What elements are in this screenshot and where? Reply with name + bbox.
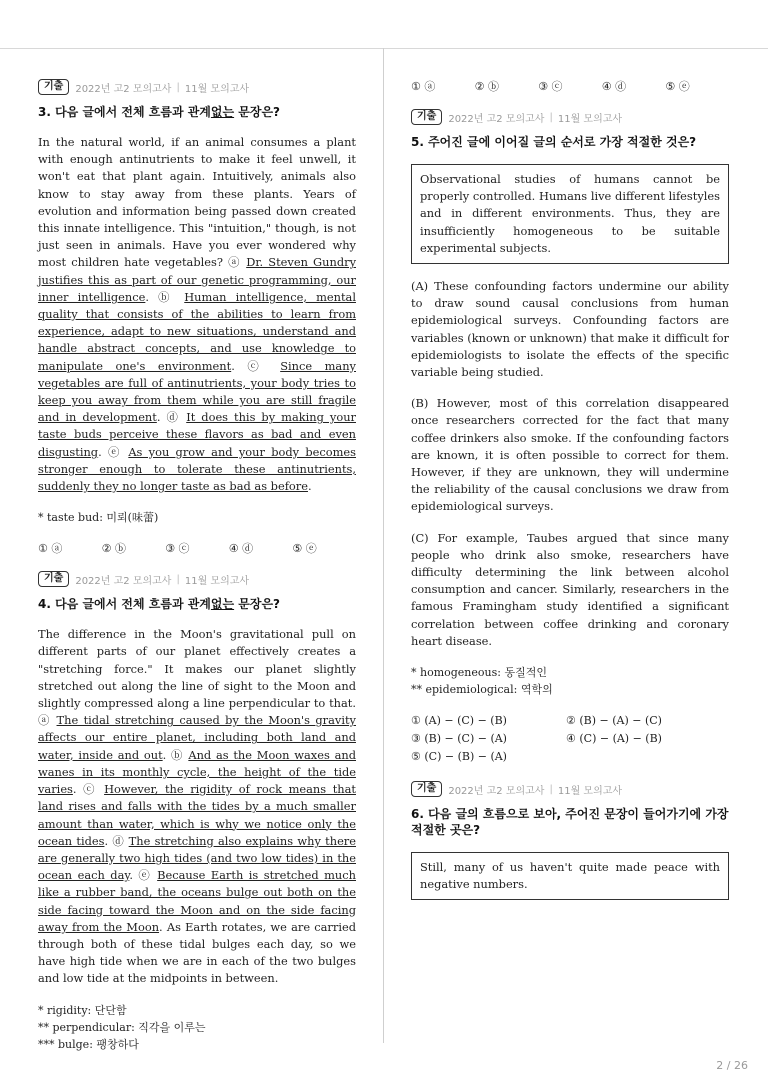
q3-choice-2[interactable]: ② ⓑ — [101, 542, 126, 556]
q3-source-month: 11월 모의고사 — [184, 83, 250, 95]
q5-choice-5[interactable]: ⑤ (C) − (B) − (A) — [411, 750, 507, 764]
q4-choice-3[interactable]: ③ ⓒ — [538, 80, 563, 93]
q5-paragraph-c: (C) For example, Taubes argued that since many people who drink also smoke, researchers have difficulty determining the link between alcohol consumption and cancer. Similarly, researchers in the famous Framingham study identified a significant correlation between coffee drinking and coronary heart disease. — [411, 530, 729, 648]
q5-choice-3[interactable]: ③ (B) − (C) − (A) — [411, 732, 507, 746]
q3-choice-4[interactable]: ④ ⓓ — [228, 542, 254, 556]
q3-passage: In the natural world, if an animal consumes a plant with enough antinutrients to make it feel unwell, it won't eat that plant again. Intuitively, animals also know to stay away from these plants. Years of evolution and information being passed down created this innate intelligence. This "intuition," though, is not just seen in animals. Have you ever wondered why most children hate vegetables? ⓐ Dr. Steven Gundry justifies this as part of our genetic programming, our inner intelligence. ⓑ Human intelligence, mental quality that consists of the abilities to learn from experience, adapt to new situations, understand and handle abstract concepts, and use knowledge to manipulate one's environment. ⓒ Since many vegetables are full of antinutrients, your body tries to keep you away from them while you are still fragile and in development. ⓓ It does this by making your taste buds perceive these flavors as bad and even disgusting. ⓔ As you grow and your body becomes stronger enough to tolerate these antinutrients, suddenly they no longer taste as bad as before. — [38, 135, 356, 494]
q3-sentence-a: Dr. Steven Gundry justifies this as part of our genetic programming, our inner intelligence — [38, 255, 356, 304]
q5-choice-4[interactable]: ④ (C) − (A) − (B) — [566, 732, 662, 746]
q4-choices — [411, 78, 729, 94]
q5-badge: 기출 — [411, 109, 442, 125]
q4-footnote-2: ** perpendicular: 직각을 이루는 — [38, 1020, 206, 1034]
q5-choice-2[interactable]: ② (B) − (A) − (C) — [566, 714, 662, 728]
q5-footnote-1: * homogeneous: 동질적인 — [411, 666, 547, 680]
q4-choice-2[interactable]: ② ⓑ — [474, 80, 499, 93]
separator: | — [176, 573, 180, 585]
q6-source — [411, 780, 729, 798]
q3-sentence-c: Since many vegetables are full of antinutrients, your body tries to keep you away from them while you are still fragile and in development — [38, 358, 356, 425]
q3-source-year: 2022년 고2 모의고사 — [75, 83, 172, 95]
q3-choice-3[interactable]: ③ ⓒ — [165, 542, 190, 556]
q4-footnote-1: * rigidity: 단단함 — [38, 1003, 127, 1017]
q4-choice-4[interactable]: ④ ⓓ — [601, 80, 627, 93]
q3-title: 3. 다음 글에서 전체 흐름과 관계없는 문장은? — [38, 105, 281, 119]
q4-source-month: 11월 모의고사 — [184, 575, 250, 587]
q4-sentence-d: The stretching also explains why there are generally two high tides (and two low tides) in the ocean each day — [38, 833, 356, 883]
q5-paragraph-b: (B) However, most of this correlation disappeared once researchers corrected for the fact that many coffee drinkers also smoke. If the confounding factors are known, it is often possible to correct for them. However, if they are unknown, they will undermine the reliability of the causal conclusions we draw from epidemiological surveys. — [411, 396, 729, 514]
q4-sentence-a: The tidal stretching caused by the Moon's gravity affects our entire planet, including both land and water, inside and out — [38, 713, 356, 762]
q3-sentence-b: Human intelligence, mental quality that consists of the abilities to learn from experience, adapt to new situations, understand and handle abstract concepts, and use knowledge to manipulate one's environment — [38, 289, 356, 373]
q3-choice-5[interactable]: ⑤ ⓔ — [292, 542, 317, 556]
q4-sentence-b: And as the Moon waxes and wanes in its monthly cycle, the height of the tide varies — [38, 747, 356, 797]
right-column — [411, 78, 729, 914]
q4-source-year: 2022년 고2 모의고사 — [75, 575, 172, 587]
q3-sentence-e: As you grow and your body becomes stronger enough to tolerate these antinutrients, suddenly they no longer taste as bad as before — [38, 444, 356, 494]
q4-passage: The difference in the Moon's gravitational pull on different parts of our planet effectively creates a "stretching force." It makes our planet slightly stretched out along the line of sight to the Moon and slightly compressed along a line perpendicular to that. ⓐ The tidal stretching caused by the Moon's gravity affects our entire planet, including both land and water, inside and out. ⓑ And as the Moon waxes and wanes in its monthly cycle, the height of the tide varies. ⓒ However, the rigidity of rock means that land rises and falls with the tides by a much smaller amount than water, which is why we notice only the ocean tides. ⓓ The stretching also explains why there are generally two high tides (and two low tides) in the ocean each day. ⓔ Because Earth is stretched much like a rubber band, the oceans bulge out both on the side facing toward the Moon and on the side facing away from the Moon. As Earth rotates, we are carried through both of these tidal bulges each day, so we have high tide when we are in each of the two bulges and low tide at the midpoints in between. — [38, 627, 356, 986]
q5-given-passage: Observational studies of humans cannot be properly controlled. Humans live different lifestyles and in different environments. Thus, they are insufficiently homogeneous to be suitable experimental subjects. — [411, 164, 729, 264]
q5-source — [411, 108, 729, 126]
q5-title: 5. 주어진 글에 이어질 글의 순서로 가장 적절한 것은? — [411, 135, 697, 149]
q6-badge: 기출 — [411, 781, 442, 797]
q4-footnote-3: *** bulge: 팽창하다 — [38, 1037, 139, 1051]
separator: | — [549, 111, 553, 123]
q6-given-sentence: Still, many of us haven't quite made peace with negative numbers. — [411, 852, 729, 900]
q5-choices — [411, 712, 729, 766]
q5-paragraph-a: (A) These confounding factors undermine our ability to draw sound causal conclusions from human epidemiological surveys. Confounding factors are variables (known or unknown) that make it difficult for epidemiologists to isolate the effects of the specific variable being studied. — [411, 279, 729, 380]
q4-source — [38, 570, 356, 588]
page-number: 2 / 26 — [716, 1059, 748, 1072]
q4-title: 4. 다음 글에서 전체 흐름과 관계없는 문장은? — [38, 597, 281, 612]
q5-choice-1[interactable]: ① (A) − (C) − (B) — [411, 714, 507, 728]
q4-footnotes — [38, 1002, 356, 1053]
q3-badge: 기출 — [38, 79, 69, 95]
q4-badge: 기출 — [38, 571, 69, 587]
q3-footnote: * taste bud: 미뢰(味蕾) — [38, 511, 159, 525]
separator: | — [176, 81, 180, 93]
q4-sentence-c: However, the rigidity of rock means that land rises and falls with the tides by a much smaller amount than water, which is why we notice only the ocean tides — [38, 782, 356, 848]
header-rule — [0, 48, 768, 49]
q4-choice-5[interactable]: ⑤ ⓔ — [665, 80, 690, 93]
q4-choice-1[interactable]: ① ⓐ — [411, 80, 436, 93]
q5-source-month: 11월 모의고사 — [557, 113, 623, 125]
q6-source-year: 2022년 고2 모의고사 — [448, 785, 545, 797]
q6-source-month: 11월 모의고사 — [557, 785, 623, 797]
q5-footnote-2: ** epidemiological: 역학의 — [411, 683, 553, 697]
q6-title: 6. 다음 글의 흐름으로 보아, 주어진 문장이 들어가기에 가장 적절한 곳은? — [411, 807, 729, 838]
column-divider — [383, 48, 384, 1043]
q5-source-year: 2022년 고2 모의고사 — [448, 113, 545, 125]
q3-choices — [38, 540, 356, 556]
q3-sentence-d: It does this by making your taste buds perceive these flavors as bad and even disgusting — [38, 410, 356, 459]
q4-sentence-e: Because Earth is stretched much like a rubber band, the oceans bulge out both on the side facing toward the Moon and on the side facing away from the Moon — [38, 868, 356, 934]
left-column — [38, 78, 356, 1053]
q3-choice-1[interactable]: ① ⓐ — [38, 542, 63, 556]
q3-source — [38, 78, 356, 96]
q5-footnotes — [411, 664, 729, 698]
separator: | — [549, 783, 553, 795]
